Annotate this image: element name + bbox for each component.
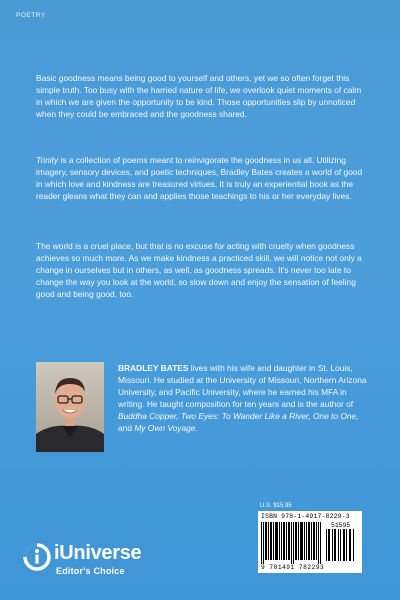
author-book-last: My Own Voyage (134, 423, 196, 434)
publisher-logo (22, 540, 172, 580)
isbn-text: ISBN 978-1-4917-8229-3 (261, 513, 350, 520)
publisher-name: iUniverse (54, 542, 142, 564)
barcode-addon (326, 529, 356, 561)
description-paragraph-2-text: is a collection of poems meant to reinvigorate the goodness in us all. Utilizing imagery, sensory devices, and poetic techniques, Bradley Bates creates a world of good in which love and kindness are treasured virtues. It is truly an experiential book as the reader gleans what they can and applies those teachings to his or her everyday lives. (36, 155, 363, 202)
author-book-list: Buddha Copper, Two Eyes: To Wander Like a River, One to One, (118, 411, 359, 422)
description-paragraph-3: The world is a cruel place, but that is no excuse for acting with cruelty when goodness achieves so much more. As we make kindness a practiced skill, we will notice not only a change in ourselves but in others, as well, as goodness spreads. It's never too late to change the way you look at the world, so slow down and enjoy the sensation of feeling good and being good, too. (36, 241, 362, 300)
barcode-main (261, 522, 323, 564)
publisher-tagline: Editor's Choice (56, 566, 125, 576)
price-label: U.S. $15.95 (260, 503, 292, 509)
author-photo (36, 362, 104, 452)
description-paragraph-1: Basic goodness means being good to yourself and others, yet we so often forget this simple truth. Too busy with the harried nature of life, we overlook quiet moments of calm in which we are given the opportunity to be kind. Those opportunities slip by unnoticed when they could be embraced and the goodness shared. (36, 73, 362, 120)
author-bio (118, 362, 368, 435)
category-label: POETRY (16, 12, 46, 19)
author-name: BRADLEY BATES (118, 363, 189, 373)
barcode-number: 9 781491 782293 (261, 564, 325, 571)
author-bio-text-1: lives with his wife and daughter in St. Louis, Missouri. He studied at the University of Missouri, Northern Arizona University, and Pacific University, where he earned his MFA in writing. He taught composition for ten years and is the author of (118, 363, 367, 410)
author-bio-text-2: and (118, 423, 135, 434)
iuniverse-logo-icon (22, 542, 52, 572)
author-bio-text-3: . (195, 423, 198, 434)
book-title: Trinity (36, 155, 59, 165)
price-code: 51595 (331, 522, 351, 529)
description-paragraph-2 (36, 154, 366, 202)
barcode-box (258, 511, 362, 573)
